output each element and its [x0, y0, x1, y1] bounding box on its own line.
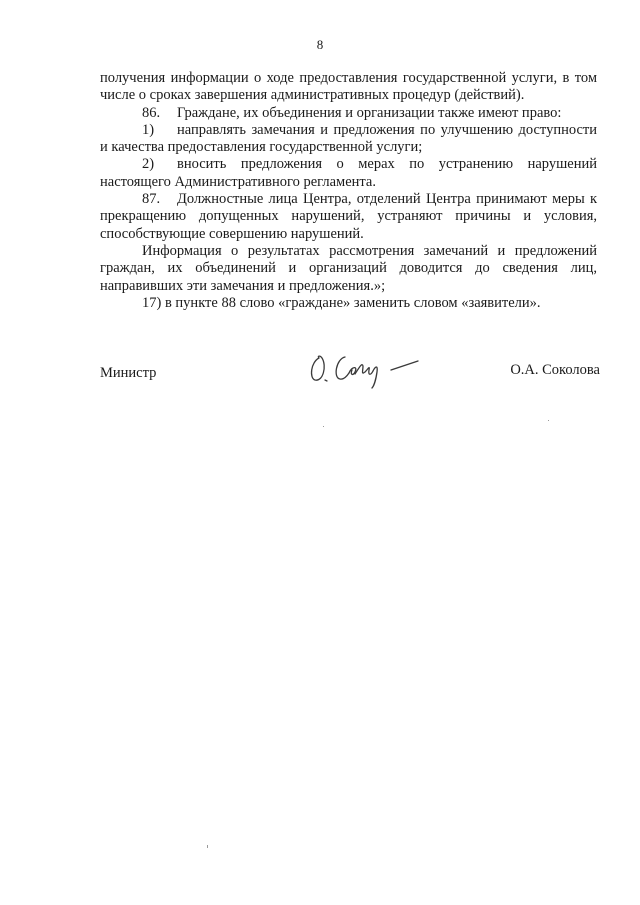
signatory-name: О.А. Соколова [510, 362, 600, 378]
paragraph-continuation [100, 70, 597, 105]
signatory-title: Министр [100, 365, 157, 381]
page-number: 8 [316, 37, 324, 52]
paragraph-number: 86. [142, 104, 161, 121]
document-body [100, 70, 597, 312]
list-item-number: 1) [142, 121, 155, 138]
paragraph-information [100, 243, 597, 295]
paragraph-87 [100, 191, 597, 243]
paragraph-number: 87. [142, 191, 161, 208]
paragraph-text: Должностные лица Центра, отделений Центра принимают меры к прекращению допущенных нарушений, устраняют причины и условия, способствующие совершению нарушений. [100, 191, 597, 242]
list-item-text: вносить предложения о мерах по устранению нарушений настоящего Административного регламента. [100, 156, 597, 190]
signature-block [100, 348, 600, 393]
paragraph-text: Информация о результатах рассмотрения замечаний и предложений граждан, их объединений и организаций доводится до сведения лиц, направивших эти замечания и предложения.»; [100, 242, 597, 294]
handwritten-signature [305, 348, 430, 390]
paragraph-text: Граждане, их объединения и организации также имеют право: [177, 104, 562, 121]
paragraph-amendment-17 [100, 295, 597, 312]
paragraph-text: получения информации о ходе предоставления государственной услуги, в том числе о сроках завершения административных процедур (действий). [100, 70, 597, 104]
scan-speck [323, 426, 324, 427]
paragraph-86 [100, 105, 597, 122]
scan-speck [207, 845, 208, 848]
list-item-number: 2) [142, 156, 155, 173]
scan-speck [548, 420, 549, 421]
list-item-2 [100, 156, 597, 191]
list-item-1 [100, 122, 597, 157]
paragraph-text: 17) в пункте 88 слово «граждане» заменить словом «заявители». [142, 294, 541, 311]
list-item-text: направлять замечания и предложения по улучшению доступности и качества предоставления государственной услуги; [100, 121, 597, 156]
